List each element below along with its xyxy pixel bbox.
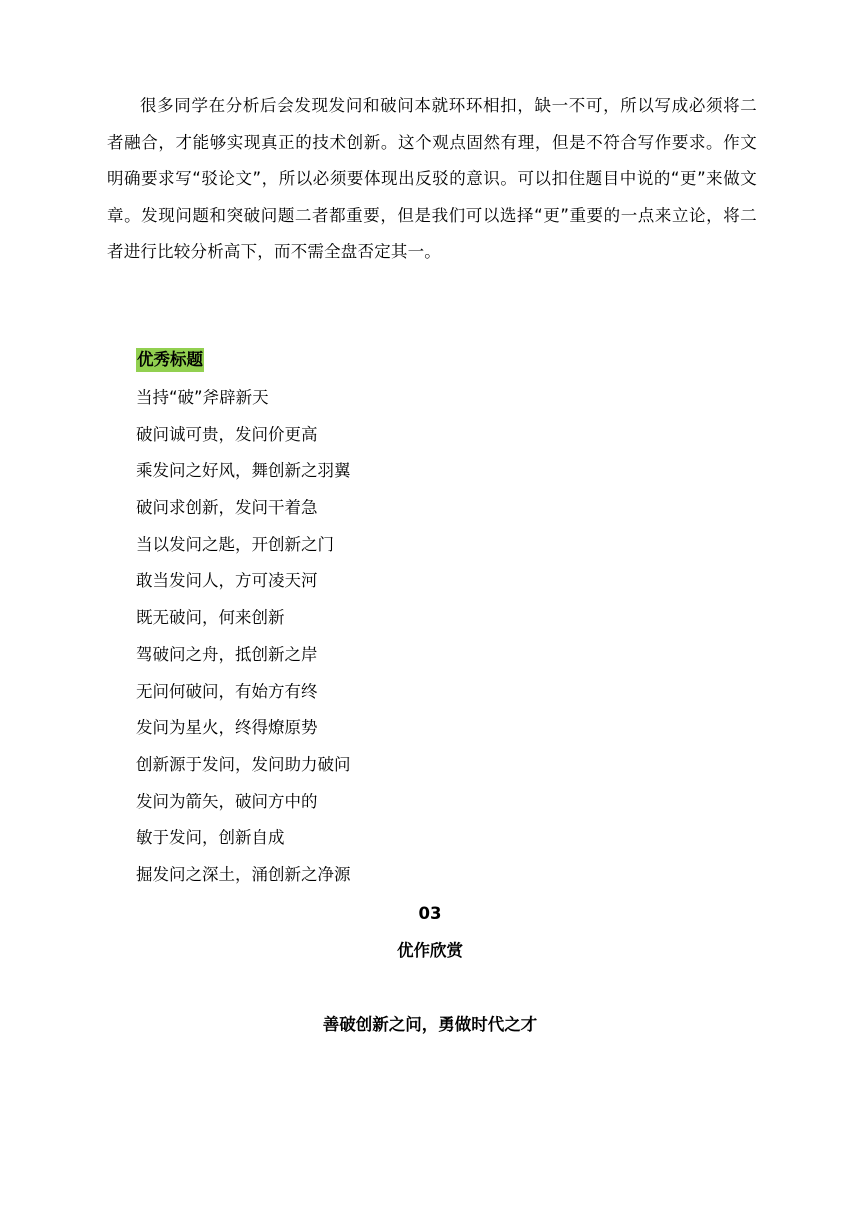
list-item: 破问诚可贵，发问价更高 — [136, 424, 318, 444]
list-item: 掘发问之深土，涌创新之净源 — [136, 864, 351, 884]
list-item: 破问求创新，发问干着急 — [136, 498, 318, 518]
list-item: 当以发问之匙，开创新之门 — [136, 534, 334, 554]
list-item: 驾破问之舟，抵创新之岸 — [136, 644, 318, 664]
list-item: 既无破问，何来创新 — [136, 608, 285, 628]
intro-paragraph: 很多同学在分析后会发现发问和破问本就环环相扣，缺一不可，所以写成必须将二者融合，才能够实现真正的技术创新。这个观点固然有理，但是不符合写作要求。作文明确要求写“驳论文”，所以必须要体现出反驳的意识。可以扣住题目中说的“更”来做文章。发现问题和突破问题二者都重要，但是我们可以选择“更”重要的一点来立论，将二者进行比较分析高下，而不需全盘否定其一。 — [107, 96, 757, 261]
list-item: 发问为星火，终得燎原势 — [136, 718, 318, 738]
section-number: 03 — [418, 904, 442, 923]
list-item: 创新源于发问，发问助力破问 — [136, 754, 351, 774]
list-item: 发问为箭矢，破问方中的 — [136, 791, 318, 811]
title-list — [136, 380, 351, 894]
list-item: 乘发问之好风，舞创新之羽翼 — [136, 461, 351, 481]
section-label-excellent-titles: 优秀标题 — [136, 348, 204, 372]
essay-title: 善破创新之问，勇做时代之才 — [322, 1015, 538, 1034]
list-item: 无问何破问，有始方有终 — [136, 681, 318, 701]
list-item: 敢当发问人，方可凌天河 — [136, 571, 318, 591]
list-item: 敏于发问，创新自成 — [136, 828, 285, 848]
section-heading: 优作欣赏 — [397, 941, 463, 960]
list-item: 当持“破”斧辟新天 — [136, 388, 269, 407]
